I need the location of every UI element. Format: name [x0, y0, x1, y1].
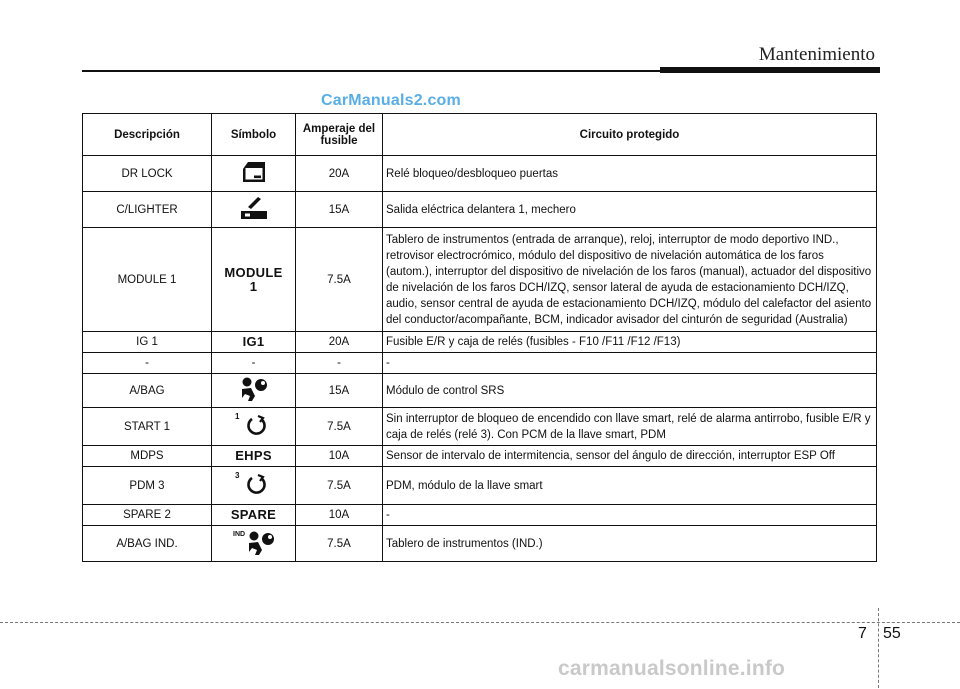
airbag-icon [239, 376, 269, 402]
row-amperage: 15A [296, 374, 383, 408]
row-amperage: 15A [296, 192, 383, 228]
row-description: START 1 [83, 408, 212, 446]
row-circuit: Salida eléctrica delantera 1, mechero [383, 192, 877, 228]
row-circuit: Tablero de instrumentos (IND.) [383, 526, 877, 562]
row-circuit: Relé bloqueo/desbloqueo puertas [383, 156, 877, 192]
row-amperage: 20A [296, 156, 383, 192]
row-circuit: Sensor de intervalo de intermitencia, sensor del ángulo de dirección, interruptor ESP Off [383, 446, 877, 467]
row-symbol [212, 374, 296, 408]
header-rule-thin [82, 70, 662, 72]
row-circuit: PDM, módulo de la llave smart [383, 467, 877, 505]
row-description: A/BAG [83, 374, 212, 408]
row-description: MDPS [83, 446, 212, 467]
table-row [83, 526, 877, 562]
watermark-bottom: carmanualsonline.info [558, 657, 786, 680]
header-rule-thick [660, 67, 880, 73]
row-description: - [83, 353, 212, 374]
symbol-superscript: 3 [234, 471, 239, 480]
row-symbol: - [212, 353, 296, 374]
row-amperage: 7.5A [296, 228, 383, 332]
row-symbol [212, 408, 296, 446]
row-description: PDM 3 [83, 467, 212, 505]
symbol-superscript: 1 [234, 412, 239, 421]
row-circuit: - [383, 353, 877, 374]
table-row [83, 228, 877, 332]
table-row [83, 408, 877, 446]
row-amperage: 7.5A [296, 408, 383, 446]
row-description: DR LOCK [83, 156, 212, 192]
table-row [83, 192, 877, 228]
row-circuit: Módulo de control SRS [383, 374, 877, 408]
footer-page-number: 55 [883, 625, 901, 642]
table-row [83, 156, 877, 192]
row-symbol [212, 446, 296, 467]
row-symbol [212, 526, 296, 562]
cigar-lighter-icon [239, 195, 269, 221]
watermark-top: CarManuals2.com [321, 92, 461, 109]
table-row [83, 446, 877, 467]
row-symbol [212, 228, 296, 332]
chapter-title: Mantenimiento [758, 44, 875, 65]
footer-dashed-rule [0, 622, 960, 623]
row-description: MODULE 1 [83, 228, 212, 332]
symbol-text: SPARE [230, 507, 277, 522]
row-amperage: 20A [296, 332, 383, 353]
row-description: C/LIGHTER [83, 192, 212, 228]
row-symbol [212, 192, 296, 228]
symbol-text: MODULE 1 [224, 264, 283, 294]
row-amperage: - [296, 353, 383, 374]
symbol-superscript: IND [232, 531, 245, 538]
symbol-text: EHPS [235, 448, 272, 463]
row-amperage: 10A [296, 446, 383, 467]
fuse-table [82, 113, 877, 562]
table-row [83, 374, 877, 408]
row-description: SPARE 2 [83, 505, 212, 526]
door-lock-icon [241, 160, 267, 184]
row-symbol [212, 156, 296, 192]
symbol-text: IG1 [242, 334, 265, 349]
row-description: A/BAG IND. [83, 526, 212, 562]
table-row [83, 332, 877, 353]
table-header-row [83, 114, 877, 156]
row-amperage: 7.5A [296, 467, 383, 505]
row-circuit: Sin interruptor de bloqueo de encendido con llave smart, relé de alarma antirrobo, fusible E/R y caja de relés (relé 3). Con PCM de la llave smart, PDM [383, 408, 877, 446]
row-circuit: - [383, 505, 877, 526]
row-amperage: 10A [296, 505, 383, 526]
table-row [83, 505, 877, 526]
header-description: Descripción [83, 114, 212, 156]
airbag-indicator-icon [232, 528, 276, 556]
header-circuit: Circuito protegido [383, 114, 877, 156]
row-symbol [212, 332, 296, 353]
header-symbol: Símbolo [212, 114, 296, 156]
header-amperage: Amperaje del fusible [296, 114, 383, 156]
pdm-3-icon [234, 469, 274, 499]
footer-chapter-number: 7 [858, 625, 867, 642]
start-1-icon [234, 410, 274, 440]
table-row [83, 353, 877, 374]
footer-dashed-divider [878, 608, 879, 688]
row-circuit: Fusible E/R y caja de relés (fusibles - F10 /F11 /F12 /F13) [383, 332, 877, 353]
row-amperage: 7.5A [296, 526, 383, 562]
row-symbol [212, 467, 296, 505]
row-circuit: Tablero de instrumentos (entrada de arranque), reloj, interruptor de modo deportivo IND., retrovisor electrocrómico, módulo del dispositivo de nivelación automática de los faros (autom.), interruptor del dispositivo de nivelación de los faros (manual), actuador del dispositivo de nivelación de los faros DCH/IZQ, sensor lateral de ayuda de estacionamiento DCH/IZQ, audio, sensor central de ayuda de estacionamiento DCH/IZQ, módulo del calefactor del asiento del conductor/acompañante, BCM, indicador avisador del cinturón de seguridad (Australia) [383, 228, 877, 332]
row-symbol [212, 505, 296, 526]
row-description: IG 1 [83, 332, 212, 353]
table-row [83, 467, 877, 505]
